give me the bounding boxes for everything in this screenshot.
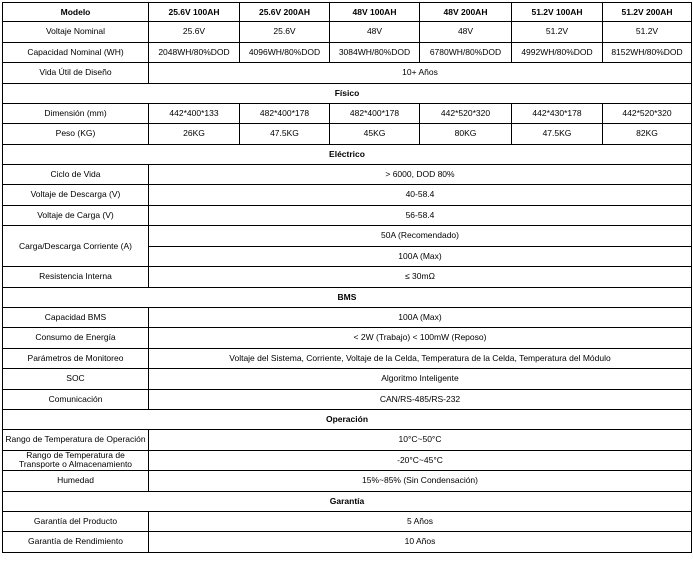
model-col-2: 25.6V 200AH — [240, 3, 330, 22]
row-label: Voltaje Nominal — [3, 22, 149, 43]
cell: 442*400*133 — [149, 103, 240, 124]
cell: 10°C~50°C — [149, 430, 692, 451]
section-title: BMS — [3, 287, 692, 307]
cell: 5 Años — [149, 511, 692, 532]
section-fisico — [3, 83, 692, 103]
row-label: Vida Útil de Diseño — [3, 63, 149, 84]
table-row-garantia-rendimiento — [3, 532, 692, 553]
cell: 82KG — [603, 124, 692, 145]
row-label: Comunicación — [3, 389, 149, 410]
row-label: Humedad — [3, 471, 149, 492]
table-row-peso — [3, 124, 692, 145]
row-label: Voltaje de Descarga (V) — [3, 185, 149, 206]
section-electrico — [3, 144, 692, 164]
table-row-carga — [3, 205, 692, 226]
cell: 26KG — [149, 124, 240, 145]
table-row-vida-util — [3, 63, 692, 84]
cell: 40-58.4 — [149, 185, 692, 206]
cell: 442*520*320 — [603, 103, 692, 124]
cell: Algoritmo Inteligente — [149, 369, 692, 390]
table-row-dimension — [3, 103, 692, 124]
table-row-capacidad-bms — [3, 307, 692, 328]
cell: 50A (Recomendado) — [149, 226, 692, 247]
row-label: Ciclo de Vida — [3, 164, 149, 185]
model-col-3: 48V 100AH — [330, 3, 420, 22]
cell: 47.5KG — [240, 124, 330, 145]
row-label: Peso (KG) — [3, 124, 149, 145]
cell: 482*400*178 — [240, 103, 330, 124]
cell: 15%~85% (Sin Condensación) — [149, 471, 692, 492]
section-bms — [3, 287, 692, 307]
row-label: Capacidad Nominal (WH) — [3, 42, 149, 63]
cell: 100A (Max) — [149, 307, 692, 328]
spec-table — [2, 2, 692, 553]
cell: 442*430*178 — [512, 103, 603, 124]
row-label: Voltaje de Carga (V) — [3, 205, 149, 226]
row-label: Dimensión (mm) — [3, 103, 149, 124]
cell: 51.2V — [603, 22, 692, 43]
cell: 100A (Max) — [149, 246, 692, 267]
table-row-temp-almacenamiento — [3, 450, 692, 471]
cell: 10+ Años — [149, 63, 692, 84]
header-label: Modelo — [3, 3, 149, 22]
cell: < 2W (Trabajo) < 100mW (Reposo) — [149, 328, 692, 349]
cell: 10 Años — [149, 532, 692, 553]
row-label: Garantía del Producto — [3, 511, 149, 532]
table-row-temp-operacion — [3, 430, 692, 451]
cell: -20°C~45°C — [149, 450, 692, 471]
table-row-resistencia — [3, 267, 692, 288]
cell: CAN/RS-485/RS-232 — [149, 389, 692, 410]
section-title: Operación — [3, 410, 692, 430]
cell: 25.6V — [149, 22, 240, 43]
model-col-4: 48V 200AH — [420, 3, 512, 22]
cell: 45KG — [330, 124, 420, 145]
cell: 48V — [330, 22, 420, 43]
table-row-monitoreo — [3, 348, 692, 369]
model-col-6: 51.2V 200AH — [603, 3, 692, 22]
header-row — [3, 3, 692, 22]
row-label: Consumo de Energía — [3, 328, 149, 349]
section-garantia — [3, 491, 692, 511]
table-row-comunicacion — [3, 389, 692, 410]
table-row-capacidad-nominal — [3, 42, 692, 63]
cell: ≤ 30mΩ — [149, 267, 692, 288]
cell: 2048WH/80%DOD — [149, 42, 240, 63]
cell: 25.6V — [240, 22, 330, 43]
model-col-5: 51.2V 100AH — [512, 3, 603, 22]
row-label: Rango de Temperatura de Operación — [3, 430, 149, 451]
table-row-corriente — [3, 226, 692, 247]
table-row-descarga — [3, 185, 692, 206]
cell: 48V — [420, 22, 512, 43]
cell: > 6000, DOD 80% — [149, 164, 692, 185]
section-title: Físico — [3, 83, 692, 103]
section-title: Garantía — [3, 491, 692, 511]
cell: 442*520*320 — [420, 103, 512, 124]
table-row-garantia-producto — [3, 511, 692, 532]
row-label: Rango de Temperatura de Transporte o Almacenamiento — [3, 450, 149, 471]
cell: 4992WH/80%DOD — [512, 42, 603, 63]
section-operacion — [3, 410, 692, 430]
cell: 47.5KG — [512, 124, 603, 145]
table-row-soc — [3, 369, 692, 390]
cell: 80KG — [420, 124, 512, 145]
model-col-1: 25.6V 100AH — [149, 3, 240, 22]
cell: 4096WH/80%DOD — [240, 42, 330, 63]
cell: Voltaje del Sistema, Corriente, Voltaje de la Celda, Temperatura de la Celda, Temperatura del Módulo — [149, 348, 692, 369]
cell: 8152WH/80%DOD — [603, 42, 692, 63]
table-row-ciclo — [3, 164, 692, 185]
row-label: Capacidad BMS — [3, 307, 149, 328]
table-row-humedad — [3, 471, 692, 492]
row-label: Carga/Descarga Corriente (A) — [3, 226, 149, 267]
cell: 6780WH/80%DOD — [420, 42, 512, 63]
table-row-voltaje-nominal — [3, 22, 692, 43]
cell: 56-58.4 — [149, 205, 692, 226]
cell: 3084WH/80%DOD — [330, 42, 420, 63]
row-label: SOC — [3, 369, 149, 390]
cell: 51.2V — [512, 22, 603, 43]
cell: 482*400*178 — [330, 103, 420, 124]
row-label: Resistencia Interna — [3, 267, 149, 288]
section-title: Eléctrico — [3, 144, 692, 164]
row-label: Garantía de Rendimiento — [3, 532, 149, 553]
row-label: Parámetros de Monitoreo — [3, 348, 149, 369]
table-row-consumo — [3, 328, 692, 349]
